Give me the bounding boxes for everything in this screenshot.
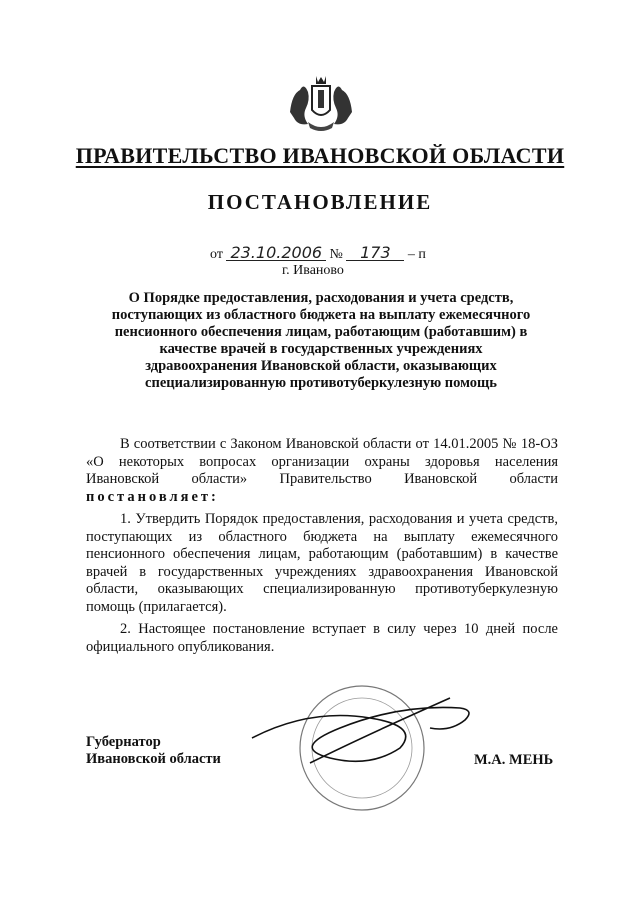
document-body bbox=[86, 436, 558, 661]
date-number-line bbox=[210, 243, 426, 263]
coat-of-arms-icon bbox=[286, 72, 356, 136]
handwritten-number: 173 bbox=[346, 246, 404, 261]
org-name: ПРАВИТЕЛЬСТВО ИВАНОВСКОЙ ОБЛАСТИ bbox=[75, 143, 565, 168]
official-seal-icon bbox=[250, 668, 480, 818]
position-line-1: Губернатор bbox=[86, 734, 161, 750]
signatory-name: М.А. МЕНЬ bbox=[474, 752, 554, 768]
handwritten-date: 23.10.2006 bbox=[226, 246, 326, 261]
document-title: О Порядке предоставления, расходования и учета средств, поступающих из областного бюджета на выплату ежемесячного пенсионного обеспечения лицам, работающим (работавшим) в качестве врачей в государственных учреждениях здравоохранения Ивановской области, оказывающих специализированную противотуберкулезную помощь bbox=[111, 290, 531, 391]
handwritten-signature-icon bbox=[252, 698, 469, 763]
city: г. Иваново bbox=[282, 263, 344, 278]
document-type: ПОСТАНОВЛЕНИЕ bbox=[207, 190, 433, 214]
signatory-position bbox=[86, 734, 221, 768]
decree-word: постановляет: bbox=[86, 488, 219, 505]
number-label: № bbox=[329, 247, 343, 262]
position-line-2: Ивановской области bbox=[86, 751, 221, 767]
preamble-text: В соответствии с Законом Ивановской области от 14.01.2005 № 18-ОЗ «О некоторых вопросах организации охраны здоровья населения Ивановской области» Правительство Ивановской области bbox=[86, 436, 558, 487]
item-1: 1. Утвердить Порядок предоставления, расходования и учета средств, поступающих из областного бюджета на выплату ежемесячного пенсионного обеспечения лицам, работающим (работавшим) в качестве врачей в государственных учреждениях здравоохранения Ивановской области, оказывающих специализированную противотуберкулезную помощь (прилагается). bbox=[86, 511, 558, 615]
item-2: 2. Настоящее постановление вступает в силу через 10 дней после официального опубликования. bbox=[86, 621, 558, 655]
preamble-paragraph bbox=[86, 436, 558, 506]
number-suffix: – п bbox=[407, 247, 426, 262]
date-prefix: от bbox=[210, 247, 223, 262]
